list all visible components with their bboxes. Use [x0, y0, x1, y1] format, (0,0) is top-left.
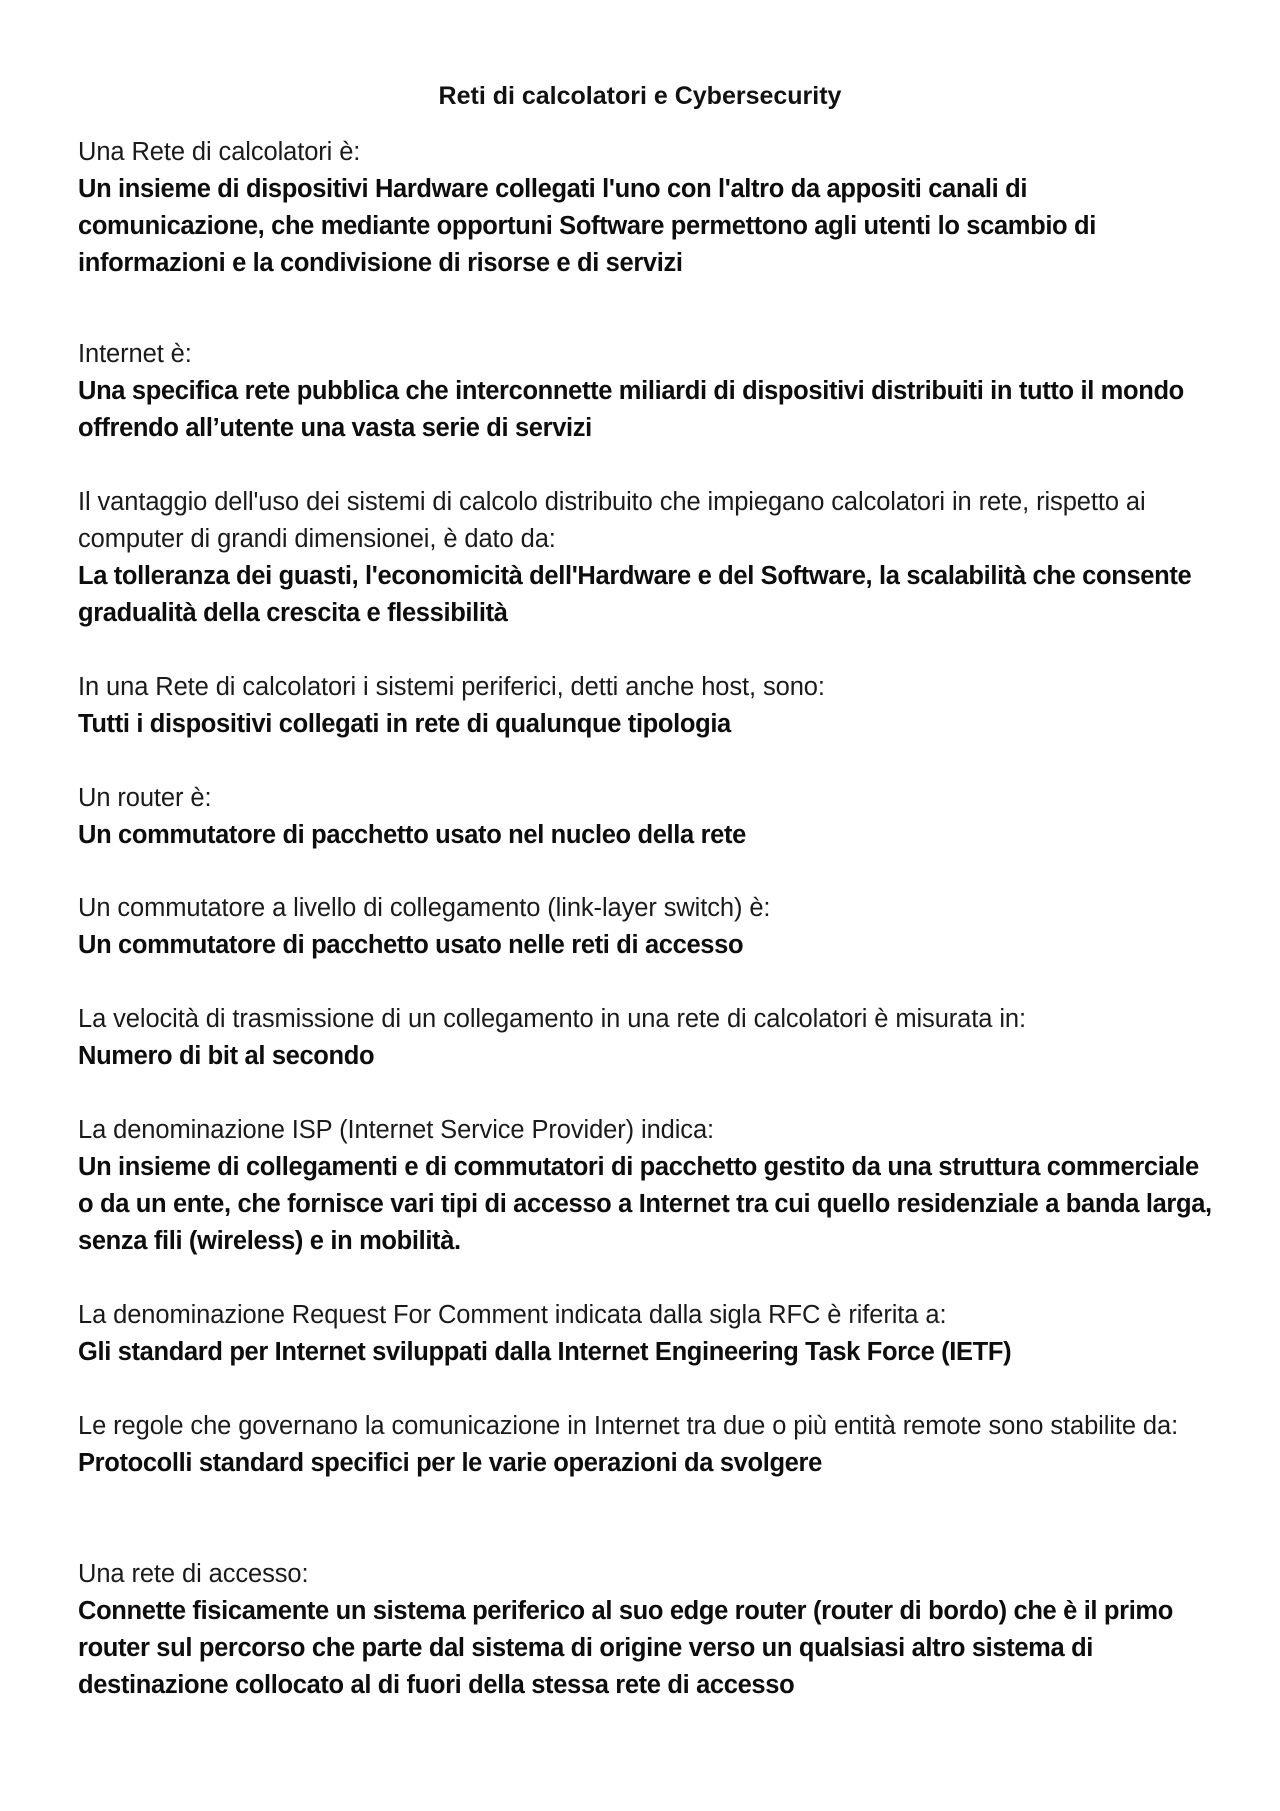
qa-item-link-layer-switch [78, 890, 1218, 964]
question-text: La denominazione ISP (Internet Service Provider) indica: [78, 1116, 715, 1144]
answer-text: La tolleranza dei guasti, l'economicità dell'Hardware e del Software, la scalabilità che consente gradualità della crescita e flessibilità [78, 562, 1192, 627]
question-text: Un commutatore a livello di collegamento (link-layer switch) è: [78, 894, 771, 922]
answer-text: Un commutatore di pacchetto usato nelle reti di accesso [78, 931, 744, 959]
qa-item-rete-di-accesso [78, 1556, 1218, 1704]
qa-item-rete-di-calcolatori [78, 134, 1218, 282]
answer-text: Un commutatore di pacchetto usato nel nucleo della rete [78, 821, 746, 849]
answer-text: Connette fisicamente un sistema periferico al suo edge router (router di bordo) che è il primo router sul percorso che parte dal sistema di origine verso un qualsiasi altro sistema di destinazione collocato al di fuori della stessa rete di accesso [78, 1597, 1173, 1699]
question-text: Le regole che governano la comunicazione in Internet tra due o più entità remote sono stabilite da: [78, 1412, 1179, 1440]
answer-text: Gli standard per Internet sviluppati dalla Internet Engineering Task Force (IETF) [78, 1338, 1012, 1366]
question-text: La denominazione Request For Comment indicata dalla sigla RFC è riferita a: [78, 1301, 947, 1329]
question-text: Un router è: [78, 784, 212, 812]
qa-item-velocita-trasmissione [78, 1001, 1218, 1075]
answer-text: Un insieme di dispositivi Hardware collegati l'uno con l'altro da appositi canali di comunicazione, che mediante opportuni Software permettono agli utenti lo scambio di informazioni e la condivisione di risorse e di servizi [78, 175, 1096, 277]
qa-item-host [78, 669, 1218, 743]
qa-item-router [78, 780, 1218, 854]
answer-text: Protocolli standard specifici per le varie operazioni da svolgere [78, 1449, 822, 1477]
qa-item-regole-comunicazione [78, 1408, 1218, 1482]
question-text: La velocità di trasmissione di un collegamento in una rete di calcolatori è misurata in: [78, 1005, 1026, 1033]
qa-item-isp [78, 1112, 1218, 1260]
answer-text: Un insieme di collegamenti e di commutatori di pacchetto gestito da una struttura commerciale o da un ente, che fornisce vari tipi di accesso a Internet tra cui quello residenziale a banda larga, senza fili (wireless) e in mobilità. [78, 1153, 1212, 1255]
question-text: In una Rete di calcolatori i sistemi periferici, detti anche host, sono: [78, 673, 825, 701]
document-title: Reti di calcolatori e Cybersecurity [438, 82, 842, 110]
qa-item-rfc [78, 1297, 1218, 1371]
qa-item-vantaggio-sistemi-distribuiti [78, 484, 1218, 632]
question-text: Una Rete di calcolatori è: [78, 138, 361, 166]
question-text: Internet è: [78, 340, 192, 368]
answer-text: Una specifica rete pubblica che interconnette miliardi di dispositivi distribuiti in tutto il mondo offrendo all’utente una vasta serie di servizi [78, 377, 1184, 442]
answer-text: Tutti i dispositivi collegati in rete di qualunque tipologia [78, 710, 731, 738]
question-text: Il vantaggio dell'uso dei sistemi di calcolo distribuito che impiegano calcolatori in rete, rispetto ai computer di grandi dimensionei, è dato da: [78, 488, 1146, 553]
question-text: Una rete di accesso: [78, 1560, 309, 1588]
answer-text: Numero di bit al secondo [78, 1042, 375, 1070]
qa-item-internet [78, 336, 1218, 447]
